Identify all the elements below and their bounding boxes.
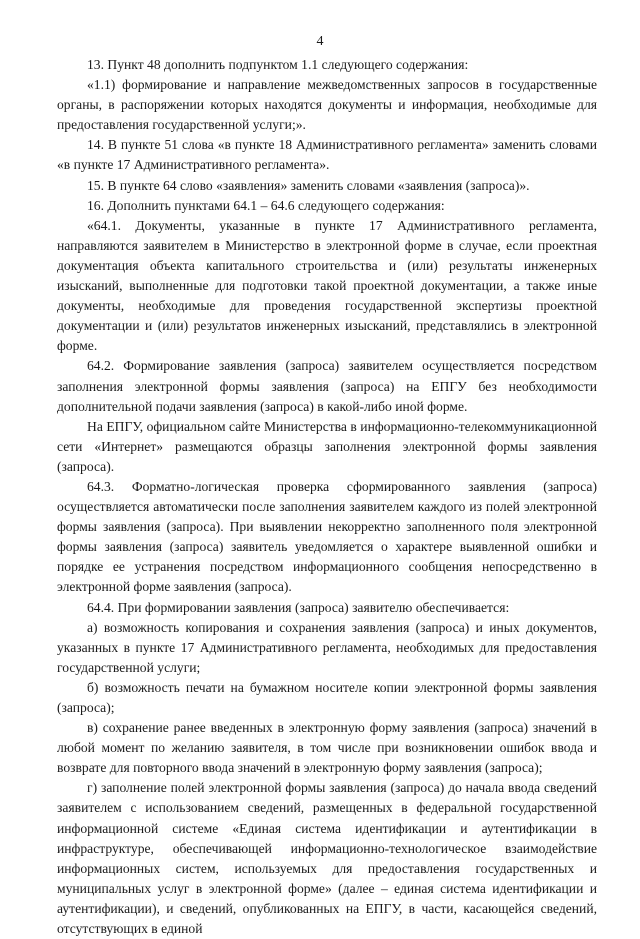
paragraph-64-4: 64.4. При формировании заявления (запроса) заявителю обеспечивается: — [87, 599, 510, 615]
page-number: 4 — [316, 34, 324, 49]
paragraph-64-4-b: б) возможность печати на бумажном носителе копии электронной формы заявления (запроса); — [57, 679, 597, 715]
paragraph-epgu-samples: На ЕПГУ, официальном сайте Министерства в информационно-телекоммуникационной сети «Интернет» размещаются образцы заполнения электронной формы заявления (запроса). — [57, 418, 597, 474]
paragraph-64-4-v: в) сохранение ранее введенных в электронную форму заявления (запроса) значений в любой момент по желанию заявителя, в том числе при возникновении ошибок ввода и возврате для повторного ввода значений в электронную форму заявления (запроса); — [57, 720, 597, 776]
paragraph-item-13: 13. Пункт 48 дополнить подпунктом 1.1 следующего содержания: — [87, 57, 469, 72]
paragraph-subitem-1-1: «1.1) формирование и направление межведомственных запросов в государственные органы, в распоряжении которых находятся документы и информация, необходимые для предоставления государственной услуги;». — [57, 77, 597, 133]
paragraph-item-16: 16. Дополнить пунктами 64.1 – 64.6 следующего содержания: — [87, 197, 445, 213]
paragraph-64-1: «64.1. Документы, указанные в пункте 17 Административного регламента, направляются заявителем в Министерство в электронной форме в случае, если проектная документация объекта капитального строительства и (или) результаты инженерных изысканий, выполненные для подготовки такой проектной документации, а также иные документы, необходимые для проведения государственной экспертизы проектной документации и (или) результатов инженерных изысканий, представлялись в электронной форме. — [57, 217, 597, 354]
paragraph-item-15: 15. В пункте 64 слово «заявления» заменить словами «заявления (запроса)». — [87, 177, 530, 193]
paragraph-64-2: 64.2. Формирование заявления (запроса) заявителем осуществляется посредством заполнения электронной формы заявления (запроса) на ЕПГУ без необходимости дополнительной подачи заявления (запроса) в какой-либо иной форме. — [57, 358, 597, 414]
document-body — [57, 55, 597, 939]
paragraph-64-4-a: а) возможность копирования и сохранения заявления (запроса) и иных документов, указанных в пункте 17 Административного регламента, необходимых для предоставления государственной услуги; — [57, 619, 597, 675]
paragraph-64-4-g: г) заполнение полей электронной формы заявления (запроса) до начала ввода сведений заявителем с использованием сведений, размещенных в федеральной государственной информационной системе «Единая система идентификации и аутентификации в инфраструктуре, обеспечивающей информационно-технологическое взаимодействие информационных систем, используемых для предоставления государственных и муниципальных услуг в электронной форме» (далее – единая система идентификации и аутентификации), и сведений, опубликованных на ЕПГУ, в части, касающейся сведений, отсутствующих в единой — [57, 780, 597, 937]
paragraph-item-14: 14. В пункте 51 слова «в пункте 18 Административного регламента» заменить словами «в пункте 17 Административного регламента». — [57, 137, 597, 173]
paragraph-64-3: 64.3. Форматно-логическая проверка сформированного заявления (запроса) осуществляется автоматически после заполнения заявителем каждого из полей электронной формы заявления (запроса). При выявлении некорректно заполненного поля электронной формы заявления (запроса) заявитель уведомляется о характере выявленной ошибки и порядке ее устранения посредством информационного сообщения непосредственно в электронной форме заявления (запроса). — [57, 478, 597, 595]
